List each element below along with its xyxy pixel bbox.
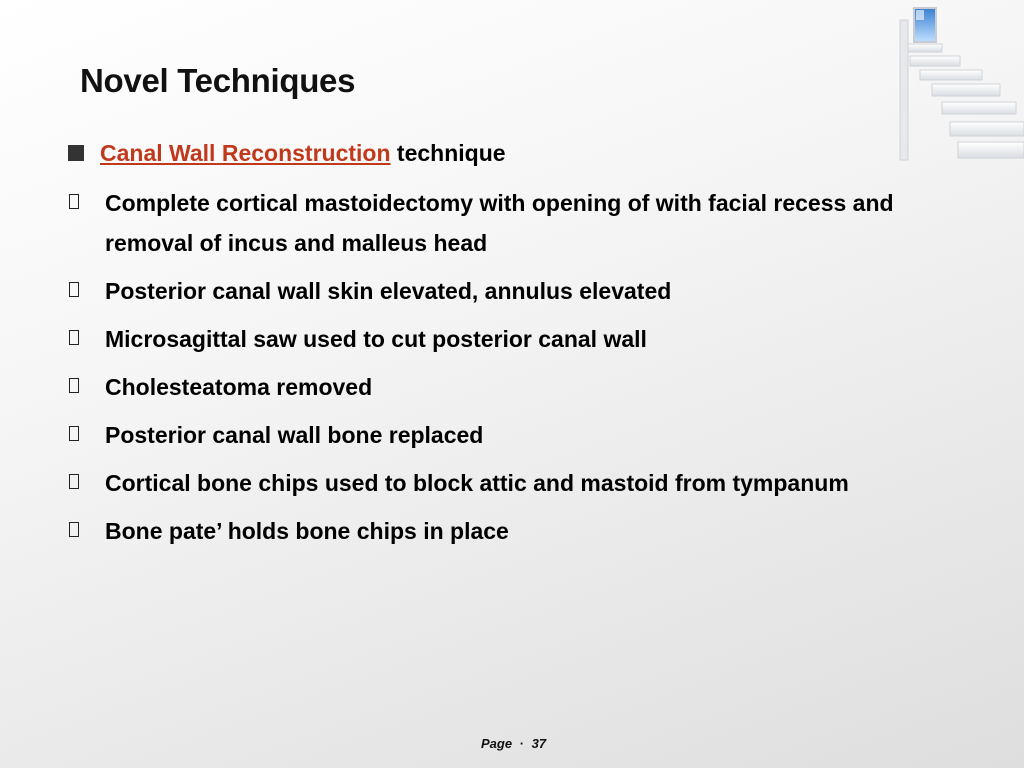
list-item bbox=[60, 271, 940, 311]
list-item bbox=[60, 319, 940, 359]
list-item bbox=[60, 463, 940, 503]
main-bullet-text bbox=[100, 136, 506, 170]
main-bullet bbox=[60, 136, 940, 170]
square-bullet-icon bbox=[68, 145, 84, 161]
list-item-text: Posterior canal wall skin elevated, annulus elevated bbox=[105, 278, 672, 304]
box-bullet-icon bbox=[69, 330, 79, 345]
list-item-text: Posterior canal wall bone replaced bbox=[105, 422, 484, 448]
main-bullet-rest: technique bbox=[390, 140, 506, 166]
page-separator: · bbox=[519, 736, 525, 751]
list-item bbox=[60, 183, 940, 263]
list-item bbox=[60, 415, 940, 455]
slide-title: Novel Techniques bbox=[80, 62, 356, 99]
box-bullet-icon bbox=[69, 522, 79, 537]
list-item-text: Microsagittal saw used to cut posterior canal wall bbox=[105, 326, 647, 352]
box-bullet-icon bbox=[69, 378, 79, 393]
box-bullet-icon bbox=[69, 282, 79, 297]
box-bullet-icon bbox=[69, 474, 79, 489]
list-item-text: Complete cortical mastoidectomy with opening of with facial recess and removal of incus and malleus head bbox=[105, 190, 894, 256]
page-label: Page bbox=[481, 736, 513, 751]
list-item-text: Bone pate’ holds bone chips in place bbox=[105, 518, 509, 544]
sub-bullet-list bbox=[60, 183, 940, 551]
slide-content bbox=[60, 136, 940, 559]
page-footer bbox=[481, 736, 546, 751]
box-bullet-icon bbox=[69, 426, 79, 441]
list-item bbox=[60, 367, 940, 407]
list-item-text: Cortical bone chips used to block attic and mastoid from tympanum bbox=[105, 470, 849, 496]
list-item-text: Cholesteatoma removed bbox=[105, 374, 373, 400]
page-number: 37 bbox=[531, 736, 547, 751]
box-bullet-icon bbox=[69, 194, 79, 209]
canal-wall-reconstruction-link[interactable]: Canal Wall Reconstruction bbox=[100, 140, 391, 166]
list-item bbox=[60, 511, 940, 551]
